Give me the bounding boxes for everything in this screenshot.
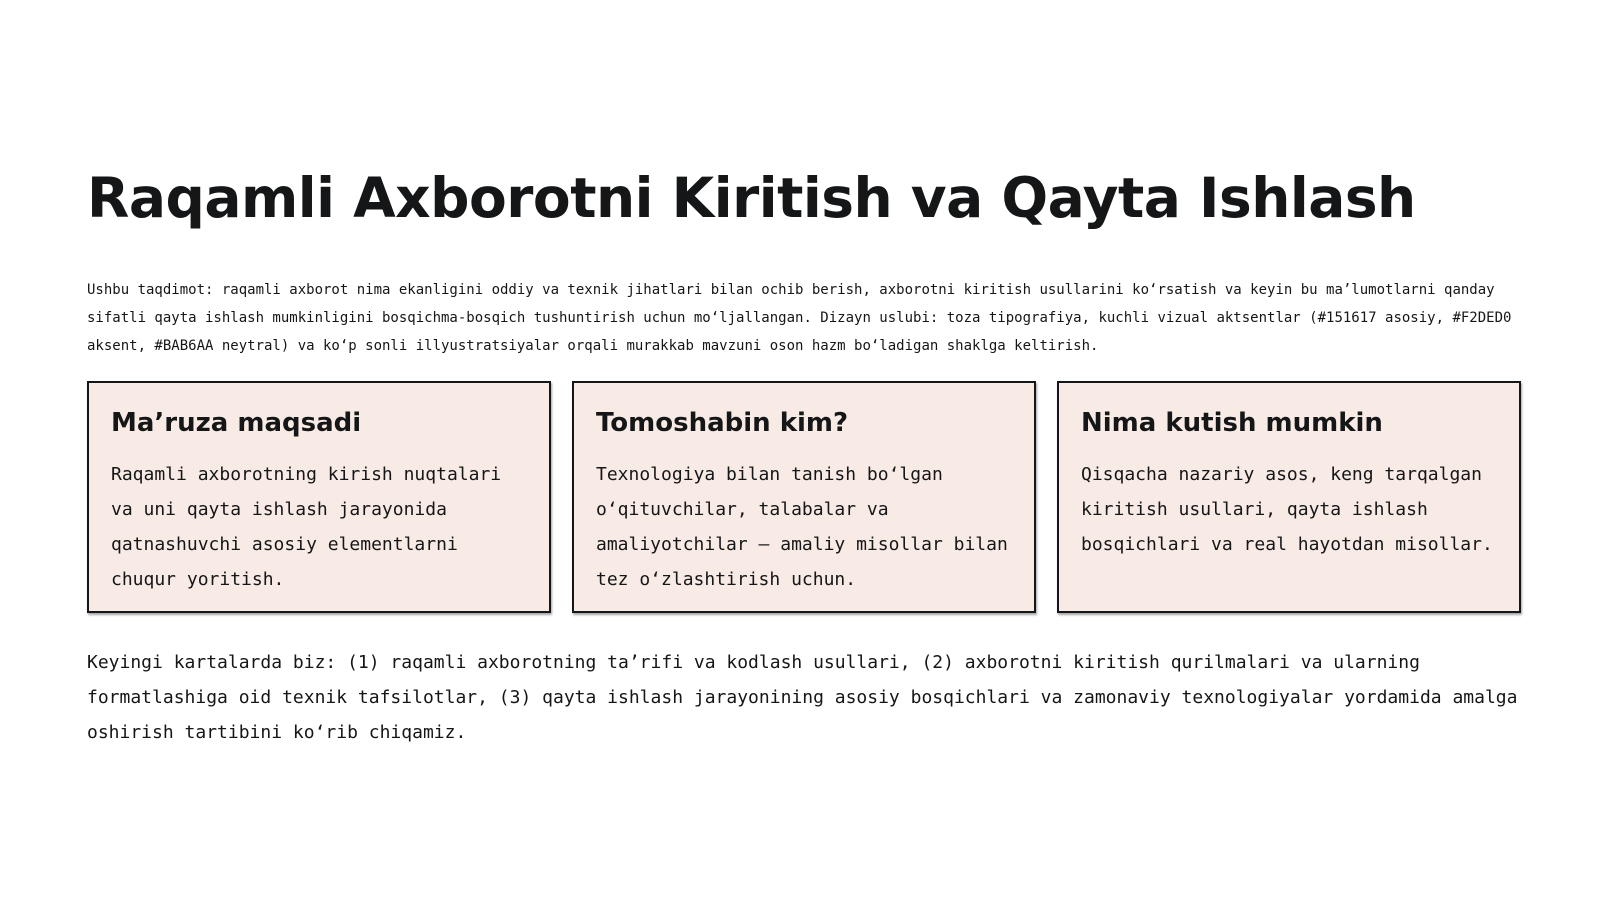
intro-paragraph: Ushbu taqdimot: raqamli axborot nima ekanligini oddiy va texnik jihatlari bilan ochib berish, axborotni kiritish usullarini ko‘rsatish va keyin bu ma’lumotlarni qanday sifatli qayta ishlash mumkinligini bosqichma-bosqich tushuntirish uchun mo‘ljallangan. Dizayn uslubi: toza tipografiya, kuchli vizual aktsentlar (#151617 asosiy, #F2DED0 aksent, #BAB6AA neytral) va ko‘p sonli illyustratsiyalar orqali murakkab mavzuni oson hazm bo‘ladigan shaklga keltirish. [87, 282, 1512, 354]
card-title: Ma’ruza maqsadi [111, 408, 362, 438]
card-title: Nima kutish mumkin [1081, 408, 1383, 438]
card-lecture-goal [87, 381, 551, 613]
card-text: Qisqacha nazariy asos, keng tarqalgan kiritish usullari, qayta ishlash bosqichlari va real hayotdan misollar. [1081, 464, 1493, 555]
outro-paragraph: Keyingi kartalarda biz: (1) raqamli axborotning ta’rifi va kodlash usullari, (2) axborotni kiritish qurilmalari va ularning formatlashiga oid texnik tafsilotlar, (3) qayta ishlash jarayonining asosiy bosqichlari va zamonaviy texnologiyalar yordamida amalga oshirish tartibini ko‘rib chiqamiz. [87, 652, 1518, 743]
slide-title: Raqamli Axborotni Kiritish va Qayta Ishlash [87, 166, 1416, 230]
card-text: Raqamli axborotning kirish nuqtalari va uni qayta ishlash jarayonida qatnashuvchi asosiy elementlarni chuqur yoritish. [111, 464, 502, 590]
card-row [87, 381, 1521, 613]
card-audience [572, 381, 1036, 613]
card-text: Texnologiya bilan tanish bo‘lgan o‘qituvchilar, talabalar va amaliyotchilar — amaliy misollar bilan tez o‘zlashtirish uchun. [596, 464, 1008, 590]
card-expectations [1057, 381, 1521, 613]
card-title: Tomoshabin kim? [596, 408, 849, 438]
